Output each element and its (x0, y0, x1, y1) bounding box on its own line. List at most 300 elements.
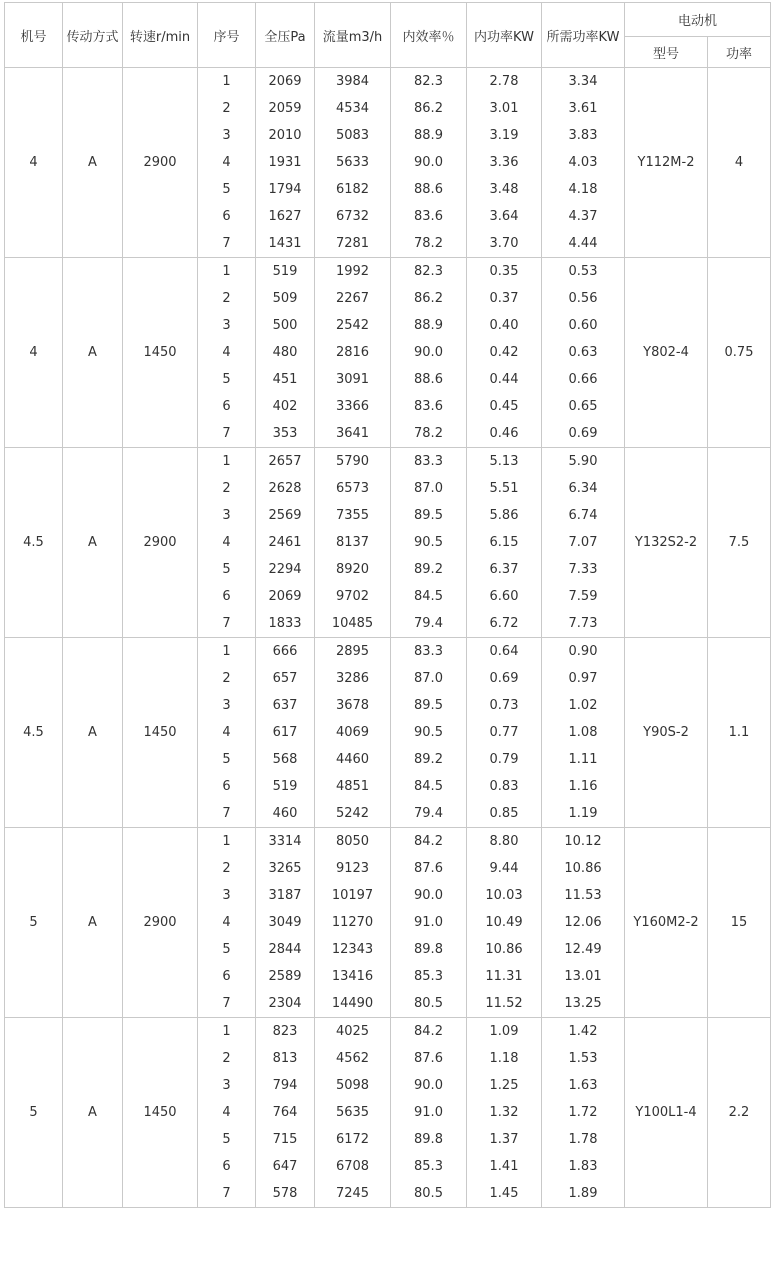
flow-cell: 3678 (315, 692, 391, 719)
flow-cell: 13416 (315, 963, 391, 990)
internal-power-cell: 11.31 (467, 963, 542, 990)
seq-cell: 1 (198, 68, 256, 96)
seq-cell: 6 (198, 203, 256, 230)
seq-cell: 5 (198, 176, 256, 203)
flow-cell: 3641 (315, 420, 391, 448)
internal-power-cell: 1.45 (467, 1180, 542, 1208)
seq-cell: 5 (198, 936, 256, 963)
internal-power-cell: 3.64 (467, 203, 542, 230)
flow-cell: 5635 (315, 1099, 391, 1126)
flow-cell: 11270 (315, 909, 391, 936)
table-row (5, 1018, 771, 1046)
required-power-cell: 4.03 (542, 149, 625, 176)
motor-type-cell: Y112M-2 (625, 68, 708, 258)
pressure-cell: 3187 (256, 882, 315, 909)
pressure-cell: 2059 (256, 95, 315, 122)
internal-power-cell: 0.64 (467, 638, 542, 666)
required-power-cell: 0.97 (542, 665, 625, 692)
flow-cell: 6708 (315, 1153, 391, 1180)
efficiency-cell: 90.5 (391, 529, 467, 556)
pressure-cell: 402 (256, 393, 315, 420)
efficiency-cell: 89.2 (391, 556, 467, 583)
required-power-cell: 7.73 (542, 610, 625, 638)
seq-cell: 1 (198, 638, 256, 666)
seq-cell: 3 (198, 312, 256, 339)
seq-cell: 5 (198, 746, 256, 773)
efficiency-cell: 90.0 (391, 882, 467, 909)
internal-power-cell: 6.60 (467, 583, 542, 610)
internal-power-cell: 1.25 (467, 1072, 542, 1099)
flow-cell: 7245 (315, 1180, 391, 1208)
motor-power-cell: 15 (708, 828, 771, 1018)
efficiency-cell: 87.6 (391, 855, 467, 882)
efficiency-cell: 89.8 (391, 936, 467, 963)
flow-cell: 6573 (315, 475, 391, 502)
internal-power-cell: 0.37 (467, 285, 542, 312)
fan-spec-table (4, 2, 771, 1208)
required-power-cell: 1.78 (542, 1126, 625, 1153)
header-speed: 转速r/min (123, 3, 198, 68)
efficiency-cell: 86.2 (391, 95, 467, 122)
pressure-cell: 617 (256, 719, 315, 746)
required-power-cell: 0.63 (542, 339, 625, 366)
required-power-cell: 11.53 (542, 882, 625, 909)
required-power-cell: 1.83 (542, 1153, 625, 1180)
header-drive: 传动方式 (63, 3, 123, 68)
pressure-cell: 2844 (256, 936, 315, 963)
seq-cell: 4 (198, 1099, 256, 1126)
efficiency-cell: 80.5 (391, 990, 467, 1018)
pressure-cell: 3049 (256, 909, 315, 936)
seq-cell: 6 (198, 1153, 256, 1180)
seq-cell: 1 (198, 828, 256, 856)
pressure-cell: 2069 (256, 68, 315, 96)
drive-cell: A (63, 258, 123, 448)
pressure-cell: 451 (256, 366, 315, 393)
seq-cell: 4 (198, 149, 256, 176)
required-power-cell: 13.01 (542, 963, 625, 990)
efficiency-cell: 89.5 (391, 692, 467, 719)
flow-cell: 4460 (315, 746, 391, 773)
flow-cell: 6182 (315, 176, 391, 203)
internal-power-cell: 3.36 (467, 149, 542, 176)
internal-power-cell: 0.73 (467, 692, 542, 719)
internal-power-cell: 0.77 (467, 719, 542, 746)
seq-cell: 7 (198, 610, 256, 638)
seq-cell: 6 (198, 583, 256, 610)
efficiency-cell: 84.2 (391, 1018, 467, 1046)
drive-cell: A (63, 828, 123, 1018)
internal-power-cell: 1.18 (467, 1045, 542, 1072)
required-power-cell: 10.86 (542, 855, 625, 882)
internal-power-cell: 0.83 (467, 773, 542, 800)
model-no-cell: 4.5 (5, 638, 63, 828)
required-power-cell: 0.56 (542, 285, 625, 312)
table-row (5, 258, 771, 286)
header-required-power: 所需功率KW (542, 3, 625, 68)
flow-cell: 2542 (315, 312, 391, 339)
table-header (5, 3, 771, 68)
required-power-cell: 13.25 (542, 990, 625, 1018)
seq-cell: 7 (198, 800, 256, 828)
speed-cell: 1450 (123, 258, 198, 448)
pressure-cell: 353 (256, 420, 315, 448)
efficiency-cell: 83.3 (391, 638, 467, 666)
flow-cell: 4025 (315, 1018, 391, 1046)
seq-cell: 3 (198, 122, 256, 149)
flow-cell: 8137 (315, 529, 391, 556)
required-power-cell: 4.18 (542, 176, 625, 203)
seq-cell: 4 (198, 339, 256, 366)
motor-type-cell: Y90S-2 (625, 638, 708, 828)
internal-power-cell: 0.45 (467, 393, 542, 420)
required-power-cell: 6.74 (542, 502, 625, 529)
seq-cell: 2 (198, 95, 256, 122)
seq-cell: 2 (198, 665, 256, 692)
efficiency-cell: 86.2 (391, 285, 467, 312)
seq-cell: 3 (198, 1072, 256, 1099)
internal-power-cell: 3.70 (467, 230, 542, 258)
pressure-cell: 637 (256, 692, 315, 719)
efficiency-cell: 91.0 (391, 1099, 467, 1126)
internal-power-cell: 0.42 (467, 339, 542, 366)
required-power-cell: 1.02 (542, 692, 625, 719)
flow-cell: 3091 (315, 366, 391, 393)
required-power-cell: 7.07 (542, 529, 625, 556)
pressure-cell: 568 (256, 746, 315, 773)
motor-power-cell: 0.75 (708, 258, 771, 448)
required-power-cell: 12.49 (542, 936, 625, 963)
pressure-cell: 3314 (256, 828, 315, 856)
header-model-no: 机号 (5, 3, 63, 68)
required-power-cell: 10.12 (542, 828, 625, 856)
flow-cell: 3984 (315, 68, 391, 96)
efficiency-cell: 89.8 (391, 1126, 467, 1153)
pressure-cell: 1627 (256, 203, 315, 230)
internal-power-cell: 5.13 (467, 448, 542, 476)
motor-power-cell: 4 (708, 68, 771, 258)
flow-cell: 5098 (315, 1072, 391, 1099)
internal-power-cell: 1.37 (467, 1126, 542, 1153)
model-no-cell: 4 (5, 258, 63, 448)
seq-cell: 3 (198, 502, 256, 529)
flow-cell: 10485 (315, 610, 391, 638)
pressure-cell: 666 (256, 638, 315, 666)
seq-cell: 1 (198, 448, 256, 476)
flow-cell: 5633 (315, 149, 391, 176)
pressure-cell: 715 (256, 1126, 315, 1153)
required-power-cell: 0.69 (542, 420, 625, 448)
efficiency-cell: 78.2 (391, 230, 467, 258)
efficiency-cell: 89.2 (391, 746, 467, 773)
pressure-cell: 519 (256, 773, 315, 800)
required-power-cell: 3.61 (542, 95, 625, 122)
internal-power-cell: 1.41 (467, 1153, 542, 1180)
required-power-cell: 7.59 (542, 583, 625, 610)
flow-cell: 6732 (315, 203, 391, 230)
header-seq: 序号 (198, 3, 256, 68)
efficiency-cell: 85.3 (391, 1153, 467, 1180)
flow-cell: 9702 (315, 583, 391, 610)
seq-cell: 4 (198, 719, 256, 746)
seq-cell: 2 (198, 1045, 256, 1072)
efficiency-cell: 89.5 (391, 502, 467, 529)
required-power-cell: 4.37 (542, 203, 625, 230)
efficiency-cell: 85.3 (391, 963, 467, 990)
internal-power-cell: 2.78 (467, 68, 542, 96)
internal-power-cell: 8.80 (467, 828, 542, 856)
internal-power-cell: 0.79 (467, 746, 542, 773)
seq-cell: 6 (198, 963, 256, 990)
internal-power-cell: 0.44 (467, 366, 542, 393)
pressure-cell: 578 (256, 1180, 315, 1208)
header-motor-power: 功率 (708, 37, 771, 68)
pressure-cell: 1431 (256, 230, 315, 258)
required-power-cell: 1.89 (542, 1180, 625, 1208)
motor-type-cell: Y132S2-2 (625, 448, 708, 638)
efficiency-cell: 84.2 (391, 828, 467, 856)
pressure-cell: 480 (256, 339, 315, 366)
seq-cell: 1 (198, 258, 256, 286)
seq-cell: 3 (198, 882, 256, 909)
internal-power-cell: 0.85 (467, 800, 542, 828)
required-power-cell: 1.11 (542, 746, 625, 773)
pressure-cell: 1833 (256, 610, 315, 638)
table-row (5, 68, 771, 96)
header-internal-power: 内功率KW (467, 3, 542, 68)
pressure-cell: 2589 (256, 963, 315, 990)
required-power-cell: 0.53 (542, 258, 625, 286)
motor-power-cell: 1.1 (708, 638, 771, 828)
efficiency-cell: 84.5 (391, 773, 467, 800)
motor-type-cell: Y160M2-2 (625, 828, 708, 1018)
seq-cell: 7 (198, 420, 256, 448)
drive-cell: A (63, 1018, 123, 1208)
pressure-cell: 2294 (256, 556, 315, 583)
efficiency-cell: 90.0 (391, 1072, 467, 1099)
efficiency-cell: 88.6 (391, 176, 467, 203)
internal-power-cell: 5.51 (467, 475, 542, 502)
speed-cell: 1450 (123, 1018, 198, 1208)
efficiency-cell: 87.0 (391, 475, 467, 502)
speed-cell: 2900 (123, 828, 198, 1018)
internal-power-cell: 3.01 (467, 95, 542, 122)
flow-cell: 14490 (315, 990, 391, 1018)
required-power-cell: 1.19 (542, 800, 625, 828)
efficiency-cell: 88.6 (391, 366, 467, 393)
model-no-cell: 5 (5, 1018, 63, 1208)
flow-cell: 7281 (315, 230, 391, 258)
required-power-cell: 6.34 (542, 475, 625, 502)
motor-type-cell: Y802-4 (625, 258, 708, 448)
flow-cell: 5790 (315, 448, 391, 476)
seq-cell: 1 (198, 1018, 256, 1046)
internal-power-cell: 1.09 (467, 1018, 542, 1046)
efficiency-cell: 83.3 (391, 448, 467, 476)
required-power-cell: 0.60 (542, 312, 625, 339)
internal-power-cell: 10.86 (467, 936, 542, 963)
pressure-cell: 764 (256, 1099, 315, 1126)
pressure-cell: 2304 (256, 990, 315, 1018)
required-power-cell: 3.83 (542, 122, 625, 149)
pressure-cell: 2010 (256, 122, 315, 149)
required-power-cell: 1.08 (542, 719, 625, 746)
flow-cell: 4562 (315, 1045, 391, 1072)
drive-cell: A (63, 448, 123, 638)
pressure-cell: 2069 (256, 583, 315, 610)
internal-power-cell: 3.48 (467, 176, 542, 203)
efficiency-cell: 87.0 (391, 665, 467, 692)
flow-cell: 10197 (315, 882, 391, 909)
internal-power-cell: 11.52 (467, 990, 542, 1018)
motor-type-cell: Y100L1-4 (625, 1018, 708, 1208)
required-power-cell: 1.16 (542, 773, 625, 800)
flow-cell: 8920 (315, 556, 391, 583)
pressure-cell: 2657 (256, 448, 315, 476)
internal-power-cell: 9.44 (467, 855, 542, 882)
required-power-cell: 0.90 (542, 638, 625, 666)
header-flow: 流量m3/h (315, 3, 391, 68)
flow-cell: 2895 (315, 638, 391, 666)
motor-power-cell: 7.5 (708, 448, 771, 638)
required-power-cell: 7.33 (542, 556, 625, 583)
efficiency-cell: 83.6 (391, 393, 467, 420)
speed-cell: 2900 (123, 448, 198, 638)
speed-cell: 2900 (123, 68, 198, 258)
seq-cell: 5 (198, 366, 256, 393)
internal-power-cell: 10.03 (467, 882, 542, 909)
pressure-cell: 3265 (256, 855, 315, 882)
seq-cell: 3 (198, 692, 256, 719)
internal-power-cell: 3.19 (467, 122, 542, 149)
flow-cell: 3286 (315, 665, 391, 692)
flow-cell: 5083 (315, 122, 391, 149)
efficiency-cell: 83.6 (391, 203, 467, 230)
pressure-cell: 794 (256, 1072, 315, 1099)
required-power-cell: 0.65 (542, 393, 625, 420)
pressure-cell: 500 (256, 312, 315, 339)
internal-power-cell: 0.69 (467, 665, 542, 692)
seq-cell: 2 (198, 475, 256, 502)
required-power-cell: 1.63 (542, 1072, 625, 1099)
internal-power-cell: 5.86 (467, 502, 542, 529)
model-no-cell: 4 (5, 68, 63, 258)
seq-cell: 5 (198, 1126, 256, 1153)
table-row (5, 638, 771, 666)
header-pressure: 全压Pa (256, 3, 315, 68)
flow-cell: 5242 (315, 800, 391, 828)
seq-cell: 4 (198, 909, 256, 936)
required-power-cell: 3.34 (542, 68, 625, 96)
efficiency-cell: 82.3 (391, 258, 467, 286)
efficiency-cell: 87.6 (391, 1045, 467, 1072)
pressure-cell: 1931 (256, 149, 315, 176)
pressure-cell: 460 (256, 800, 315, 828)
seq-cell: 2 (198, 855, 256, 882)
pressure-cell: 519 (256, 258, 315, 286)
required-power-cell: 4.44 (542, 230, 625, 258)
pressure-cell: 647 (256, 1153, 315, 1180)
internal-power-cell: 1.32 (467, 1099, 542, 1126)
required-power-cell: 0.66 (542, 366, 625, 393)
internal-power-cell: 6.72 (467, 610, 542, 638)
flow-cell: 9123 (315, 855, 391, 882)
internal-power-cell: 0.46 (467, 420, 542, 448)
seq-cell: 6 (198, 393, 256, 420)
efficiency-cell: 82.3 (391, 68, 467, 96)
efficiency-cell: 88.9 (391, 122, 467, 149)
required-power-cell: 5.90 (542, 448, 625, 476)
flow-cell: 1992 (315, 258, 391, 286)
pressure-cell: 1794 (256, 176, 315, 203)
pressure-cell: 509 (256, 285, 315, 312)
pressure-cell: 657 (256, 665, 315, 692)
flow-cell: 3366 (315, 393, 391, 420)
required-power-cell: 1.72 (542, 1099, 625, 1126)
efficiency-cell: 84.5 (391, 583, 467, 610)
internal-power-cell: 0.35 (467, 258, 542, 286)
required-power-cell: 1.53 (542, 1045, 625, 1072)
table-body (5, 68, 771, 1208)
drive-cell: A (63, 638, 123, 828)
model-no-cell: 5 (5, 828, 63, 1018)
seq-cell: 2 (198, 285, 256, 312)
speed-cell: 1450 (123, 638, 198, 828)
internal-power-cell: 6.37 (467, 556, 542, 583)
internal-power-cell: 0.40 (467, 312, 542, 339)
header-motor: 电动机 (625, 3, 771, 37)
flow-cell: 7355 (315, 502, 391, 529)
pressure-cell: 2569 (256, 502, 315, 529)
efficiency-cell: 91.0 (391, 909, 467, 936)
flow-cell: 12343 (315, 936, 391, 963)
pressure-cell: 813 (256, 1045, 315, 1072)
flow-cell: 2267 (315, 285, 391, 312)
seq-cell: 4 (198, 529, 256, 556)
table-row (5, 828, 771, 856)
efficiency-cell: 78.2 (391, 420, 467, 448)
efficiency-cell: 90.0 (391, 339, 467, 366)
seq-cell: 6 (198, 773, 256, 800)
seq-cell: 7 (198, 1180, 256, 1208)
efficiency-cell: 79.4 (391, 610, 467, 638)
seq-cell: 7 (198, 230, 256, 258)
pressure-cell: 2461 (256, 529, 315, 556)
efficiency-cell: 90.5 (391, 719, 467, 746)
efficiency-cell: 88.9 (391, 312, 467, 339)
efficiency-cell: 90.0 (391, 149, 467, 176)
flow-cell: 6172 (315, 1126, 391, 1153)
flow-cell: 4851 (315, 773, 391, 800)
seq-cell: 7 (198, 990, 256, 1018)
pressure-cell: 823 (256, 1018, 315, 1046)
internal-power-cell: 6.15 (467, 529, 542, 556)
seq-cell: 5 (198, 556, 256, 583)
table-row (5, 448, 771, 476)
required-power-cell: 12.06 (542, 909, 625, 936)
internal-power-cell: 10.49 (467, 909, 542, 936)
motor-power-cell: 2.2 (708, 1018, 771, 1208)
header-efficiency: 内效率％ (391, 3, 467, 68)
required-power-cell: 1.42 (542, 1018, 625, 1046)
pressure-cell: 2628 (256, 475, 315, 502)
flow-cell: 8050 (315, 828, 391, 856)
model-no-cell: 4.5 (5, 448, 63, 638)
flow-cell: 2816 (315, 339, 391, 366)
flow-cell: 4069 (315, 719, 391, 746)
efficiency-cell: 79.4 (391, 800, 467, 828)
header-motor-type: 型号 (625, 37, 708, 68)
